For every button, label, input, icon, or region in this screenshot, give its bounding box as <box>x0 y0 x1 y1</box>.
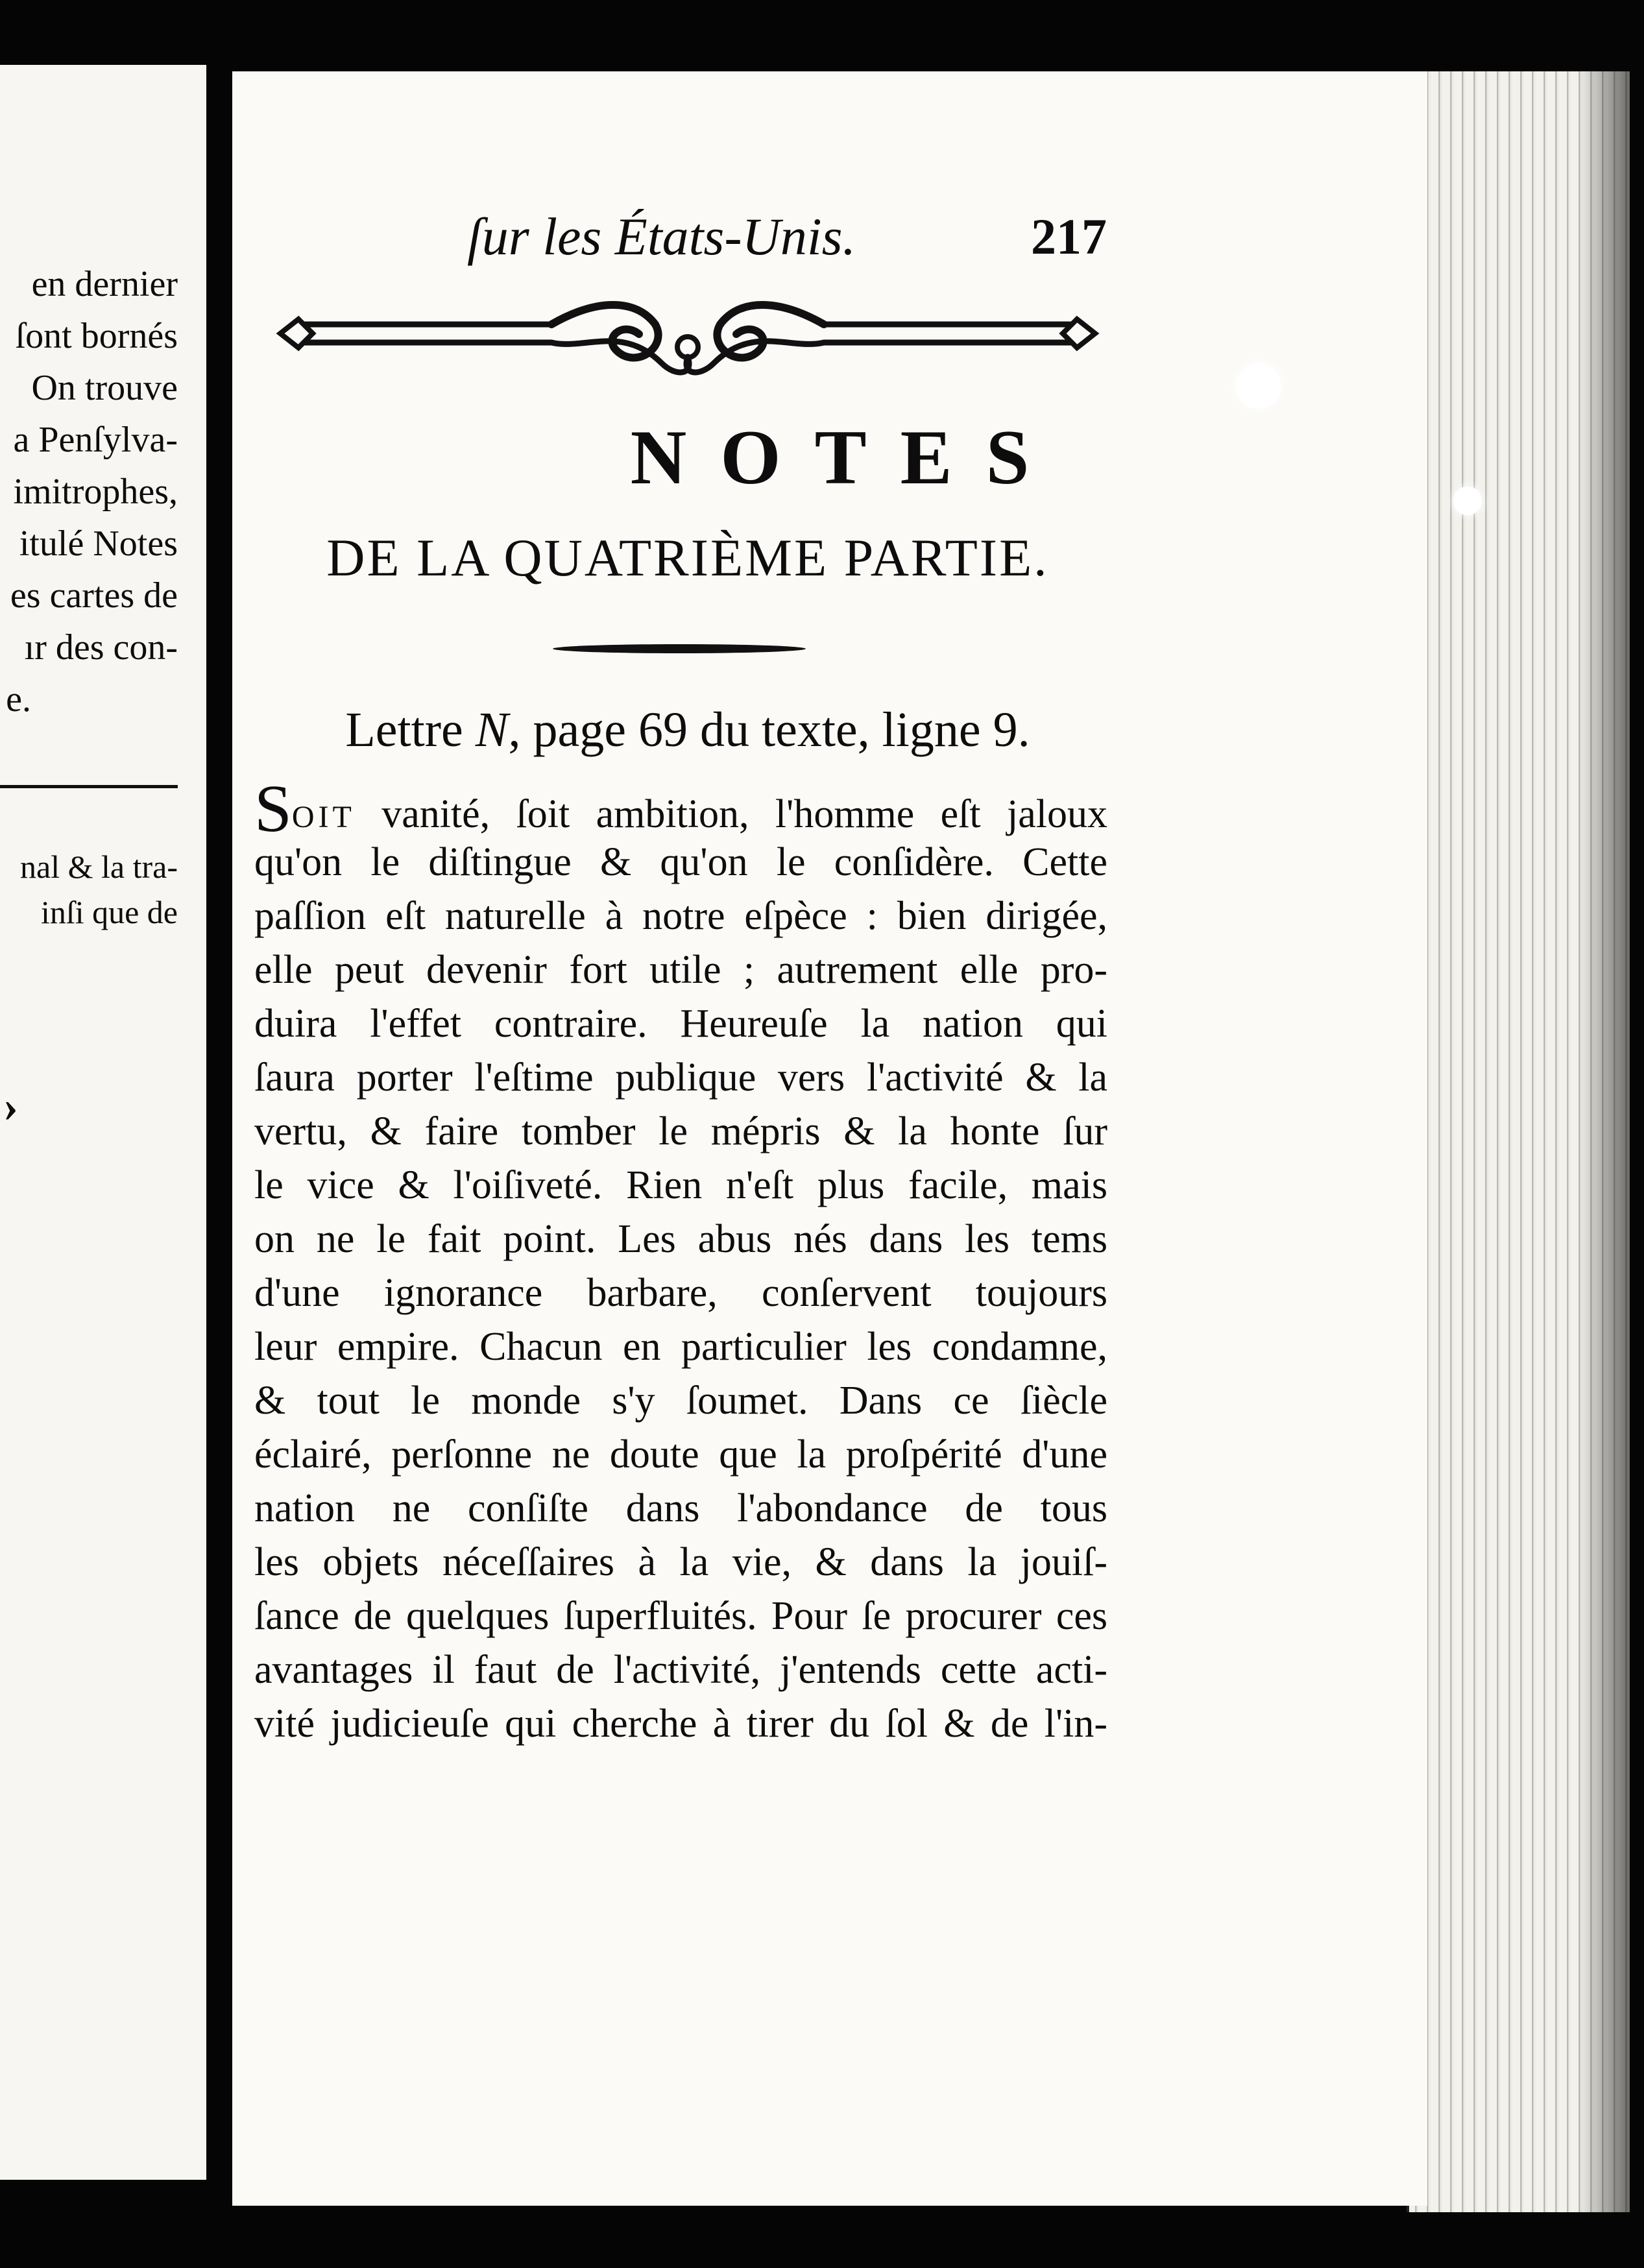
body-line: leur empire. Chacun en particulier les condamne, <box>254 1325 1107 1369</box>
body-line: qu'on le diſtingue & qu'on le conſidère. Cette <box>254 840 1107 884</box>
note-reference-location: , page 69 du texte, ligne 9. <box>508 703 1030 757</box>
paper-light-spot <box>1236 363 1281 409</box>
left-page-footnote-rule <box>0 785 178 788</box>
body-line: paſſion eſt naturelle à notre eſpèce : bien dirigée, <box>254 894 1107 938</box>
book-page-edges <box>1407 71 1630 2212</box>
small-caps-word: OIT <box>291 800 356 834</box>
ornamental-headpiece <box>272 285 1122 383</box>
body-line: ſaura porter l'eſtime publique vers l'activité & la <box>254 1056 1107 1100</box>
body-line: avantages il faut de l'activité, j'entends cette acti- <box>254 1648 1107 1692</box>
left-page-footnote-line: nal & la tra- <box>20 849 178 885</box>
body-line: d'une ignorance barbare, conſervent toujours <box>254 1271 1107 1315</box>
note-reference-heading <box>266 694 1109 766</box>
body-line: elle peut devenir fort utile ; autrement elle pro- <box>254 948 1107 992</box>
running-head <box>467 201 1116 272</box>
left-page-line: en dernier <box>31 264 178 304</box>
left-page-footnote-line: inſi que de <box>40 894 178 930</box>
body-line <box>254 771 1107 846</box>
left-page-line: ır des con- <box>24 627 178 668</box>
note-reference-prefix: Lettre <box>345 703 476 757</box>
section-title: NOTES <box>630 414 1063 500</box>
body-line: vertu, & faire tomber le mépris & la honte ſur <box>254 1109 1107 1153</box>
first-line-text: vanité, ſoit ambition, l'homme eſt jaloux <box>355 792 1107 836</box>
left-page-line: itulé Notes <box>19 524 178 564</box>
left-page-line: es cartes de <box>10 575 178 616</box>
section-subtitle: DE LA QUATRIÈME PARTIE. <box>326 528 1049 587</box>
left-page-margin-mark: › <box>3 1081 18 1131</box>
body-line: ſance de quelques ſuperfluités. Pour ſe procurer ces <box>254 1594 1107 1638</box>
body-text <box>254 771 1107 1751</box>
left-page-line: imitrophes, <box>13 472 178 512</box>
body-line: on ne le fait point. Les abus nés dans les tems <box>254 1217 1107 1261</box>
paper-light-spot <box>1453 487 1482 515</box>
body-line: éclairé, perſonne ne doute que la proſpérité d'une <box>254 1432 1107 1477</box>
left-page-line: ſont bornés <box>15 316 178 356</box>
body-line: nation ne conſiſte dans l'abondance de tous <box>254 1486 1107 1530</box>
body-line: les objets néceſſaires à la vie, & dans la jouiſ- <box>254 1540 1107 1584</box>
note-reference-letter: N <box>475 703 509 757</box>
body-line: vité judicieuſe qui cherche à tirer du ſol & de l'in- <box>254 1702 1107 1746</box>
body-line: le vice & l'oiſiveté. Rien n'eſt plus facile, mais <box>254 1163 1107 1207</box>
title-rule <box>553 644 806 653</box>
drop-cap: S <box>254 771 292 846</box>
left-page-line: a Penſylva- <box>13 420 178 460</box>
body-line: duira l'effet contraire. Heureuſe la nation qui <box>254 1002 1107 1046</box>
running-title: ſur les États-Unis. <box>467 207 856 266</box>
left-page-line: On trouve <box>31 368 178 408</box>
left-page-line: e. <box>6 679 31 719</box>
previous-page-fragment <box>0 65 206 2180</box>
body-line: & tout le monde s'y ſoumet. Dans ce ſiècle <box>254 1379 1107 1423</box>
page-number: 217 <box>1031 208 1107 265</box>
